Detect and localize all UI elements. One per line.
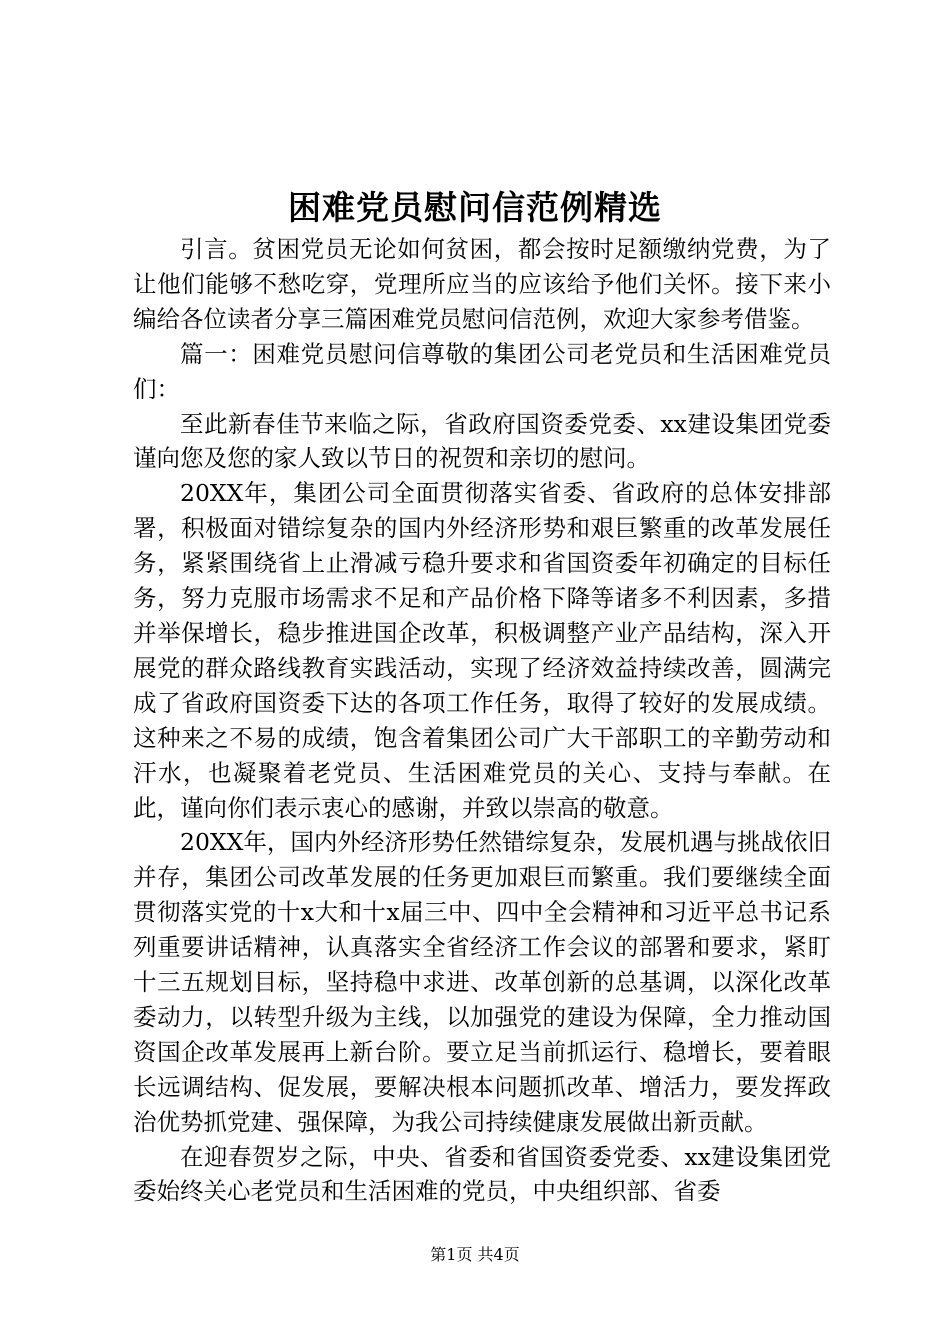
paragraph-section-heading: 篇一：困难党员慰问信尊敬的集团公司老党员和生活困难党员们： [133,339,831,403]
paragraph-review: 20XX年，集团公司全面贯彻落实省委、省政府的总体安排部署，积极面对错综复杂的国内外经济形势和艰巨繁重的改革发展任务，紧紧围绕省上止滑减亏稳升要求和省国资委年初确定的目标任务，努力克服市场需求不足和产品价格下降等诸多不利因素，多措并举保增长，稳步推进国企改革，积极调整产业产品结构，深入开展党的群众路线教育实践活动，实现了经济效益持续改善，圆满完成了省政府国资委下达的各项工作任务，取得了较好的发展成绩。这种来之不易的成绩，饱含着集团公司广大干部职工的辛勤劳动和汗水，也凝聚着老党员、生活困难党员的关心、支持与奉献。在此，谨向你们表示衷心的感谢，并致以崇高的敬意。 [133,479,831,822]
paragraph-greeting: 至此新春佳节来临之际，省政府国资委党委、xx建设集团党委谨向您及您的家人致以节日的祝贺和亲切的慰问。 [133,409,831,473]
paragraph-intro: 引言。贫困党员无论如何贫困，都会按时足额缴纳党费，为了让他们能够不愁吃穿，党理所应当的应该给予他们关怀。接下来小编给各位读者分享三篇困难党员慰问信范例，欢迎大家参考借鉴。 [133,235,831,333]
page-footer: 第1页 共4页 [430,1245,520,1264]
document-title: 困难党员慰问信范例精选 [288,188,662,227]
document-body [133,232,831,1209]
paragraph-outlook: 20XX年，国内外经济形势任然错综复杂，发展机遇与挑战依旧并存，集团公司改革发展的任务更加艰巨而繁重。我们要继续全面贯彻落实党的十x大和十x届三中、四中全会精神和习近平总书记系列重要讲话精神，认真落实全省经济工作会议的部署和要求，紧盯十三五规划目标，坚持稳中求进、改革创新的总基调，以深化改革委动力，以转型升级为主线，以加强党的建设为保障，全力推动国资国企改革发展再上新台阶。要立足当前抓运行、稳增长，要着眼长远调结构、促发展，要解决根本问题抓改革、增活力，要发挥政治优势抓党建、强保障，为我公司持续健康发展做出新贡献。 [133,828,831,1136]
paragraph-closing: 在迎春贺岁之际，中央、省委和省国资委党委、xx建设集团党委始终关心老党员和生活困难的党员，中央组织部、省委 [133,1142,831,1206]
